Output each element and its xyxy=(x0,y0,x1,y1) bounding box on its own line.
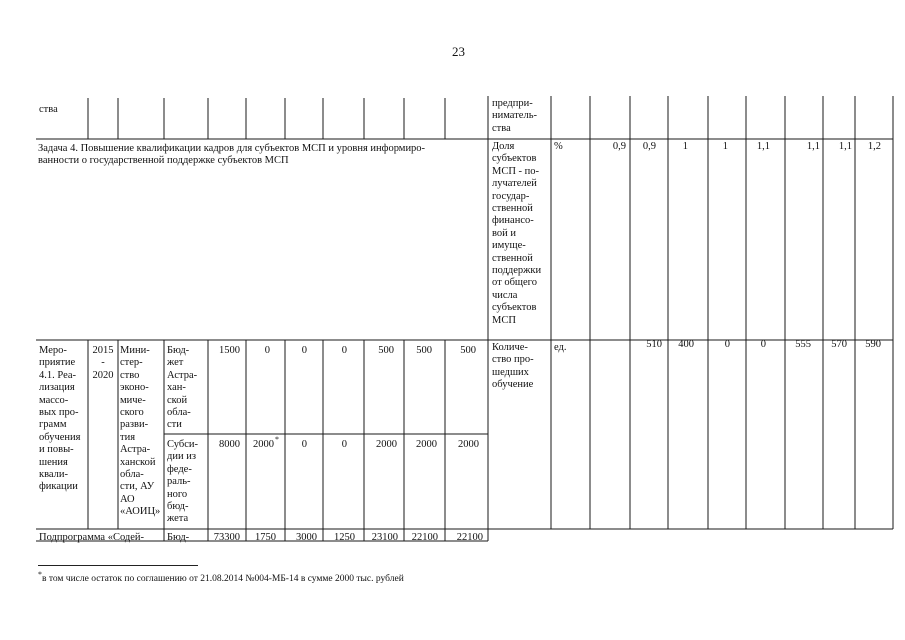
footnote-mark: * xyxy=(38,570,42,579)
source-value: 1500 xyxy=(219,345,240,356)
source-value: 2000 xyxy=(376,439,397,450)
measure-value: 0 xyxy=(760,339,766,350)
continuation-name: ства xyxy=(39,104,58,115)
footnote-divider xyxy=(38,565,198,566)
measure-value: 400 xyxy=(678,339,694,350)
measure-value: 570 xyxy=(831,339,847,350)
task4-value: 1 xyxy=(722,141,728,152)
subprogram-value: 3000 xyxy=(296,532,317,543)
subprogram-value: 23100 xyxy=(371,532,398,543)
task4-value: 1 xyxy=(682,141,688,152)
measure-value: 590 xyxy=(865,339,881,350)
task4-value: 1,1 xyxy=(756,141,770,152)
measure-period: 2015 - 2020 xyxy=(92,345,114,381)
source-value: 500 xyxy=(378,345,394,356)
source-value: 0 xyxy=(301,345,307,356)
continuation-indicator: предпри- ниматель- ства xyxy=(492,98,537,134)
measure-executor: Мини- стер- ство эконо- миче- ского разви- тия Астра- ханской обла- сти, АУ АО «АОИЦ» xyxy=(120,345,161,518)
subprogram-value: 73300 xyxy=(213,532,240,543)
subprogram-source: Бюд- xyxy=(167,532,190,543)
footnote xyxy=(38,570,404,584)
subprogram-name: Подпрограмма «Содей- xyxy=(39,532,145,543)
task4-value: 1,1 xyxy=(806,141,820,152)
source-value: 2000 xyxy=(416,439,437,450)
source-value: 2000 xyxy=(458,439,479,450)
task4-value: 0,9 xyxy=(612,141,626,152)
measure-unit: ед. xyxy=(554,342,567,353)
measure-value: 0 xyxy=(724,339,730,350)
source-value: 500 xyxy=(460,345,476,356)
source-value: 0 xyxy=(341,439,347,450)
subprogram-value: 22100 xyxy=(411,532,438,543)
task4-title: Задача 4. Повышение квалификации кадров для субъектов МСП и уровня информиро- ванности о государственной поддержке субъектов МСП xyxy=(38,143,426,167)
measure-value: 510 xyxy=(646,339,662,350)
source-label: Бюд- жет Астра- хан- ской обла- сти xyxy=(167,345,198,431)
task4-value: 0,9 xyxy=(642,141,656,152)
note-mark: * xyxy=(275,435,279,444)
source-value: 2000 xyxy=(253,439,274,450)
source-value: 0 xyxy=(301,439,307,450)
task4-indicator: Доля субъектов МСП - по- лучателей государ- ственной финансо- вой и имуще- ственной поддержки от общего числа субъектов МСП xyxy=(492,141,542,326)
task4-value: 1,1 xyxy=(838,141,852,152)
footnote-text: в том числе остаток по соглашению от 21.08.2014 №004-МБ-14 в сумме 2000 тыс. рублей xyxy=(41,574,404,585)
source-value: 0 xyxy=(341,345,347,356)
measure-name: Меро- приятие 4.1. Реа- лизация массо- вых про- грамм обучения и повы- шения квали- фикации xyxy=(39,345,81,493)
source-value: 0 xyxy=(264,345,270,356)
task4-unit: % xyxy=(554,141,563,152)
source-value: 8000 xyxy=(219,439,240,450)
subprogram-value: 1750 xyxy=(255,532,276,543)
source-value: 500 xyxy=(416,345,432,356)
source-label: Субси- дии из феде- раль- ного бюд- жета xyxy=(167,439,198,525)
subprogram-value: 1250 xyxy=(334,532,355,543)
page-number: 23 xyxy=(452,44,465,59)
measure-indicator: Количе- ство про- шедших обучение xyxy=(492,342,534,391)
subprogram-value: 22100 xyxy=(456,532,483,543)
task4-value: 1,2 xyxy=(867,141,881,152)
measure-value: 555 xyxy=(795,339,811,350)
